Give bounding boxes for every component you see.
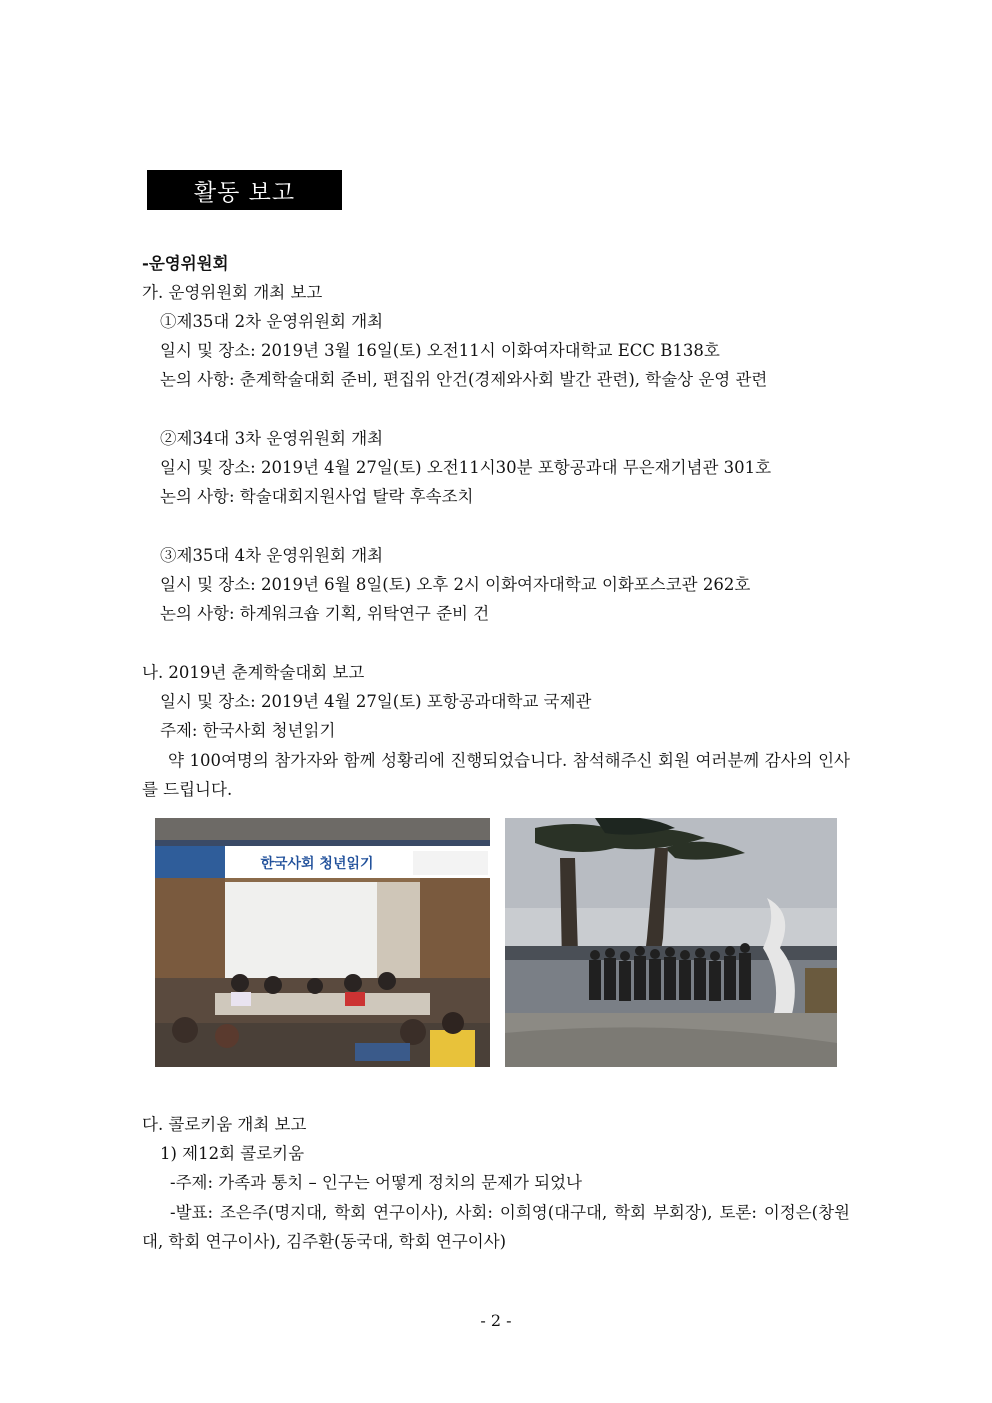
page-number: - 2 - xyxy=(480,1311,512,1330)
conference-photo xyxy=(155,818,490,1067)
meeting-1-agenda: 논의 사항: 춘계학술대회 준비, 편집위 안건(경제와사회 발간 관련), 학술상 운영 관련 xyxy=(160,370,768,389)
section-c-heading: 다. 콜로키움 개최 보고 xyxy=(142,1115,307,1134)
conference-topic: 주제: 한국사회 청년읽기 xyxy=(160,721,336,740)
group-photo xyxy=(505,818,837,1067)
meeting-3-agenda: 논의 사항: 하계워크숍 기획, 위탁연구 준비 건 xyxy=(160,604,490,623)
colloquium-topic: -주제: 가족과 통치 – 인구는 어떻게 정치의 문제가 되었나 xyxy=(170,1173,583,1192)
section-heading: -운영위원회 xyxy=(142,254,229,273)
conference-when-where: 일시 및 장소: 2019년 4월 27일(토) 포항공과대학교 국제관 xyxy=(160,692,592,711)
meeting-2-when-where: 일시 및 장소: 2019년 4월 27일(토) 오전11시30분 포항공과대 무은재기념관 301호 xyxy=(160,458,772,477)
banner-text: 한국사회 청년읽기 xyxy=(260,856,374,872)
page-title: 활동 보고 xyxy=(147,170,342,210)
conference-body: 약 100여명의 참가자와 함께 성황리에 진행되었습니다. 참석해주신 회원 여러분께 감사의 인사를 드립니다. xyxy=(142,751,850,799)
section-b-heading: 나. 2019년 춘계학술대회 보고 xyxy=(142,663,365,682)
meeting-2-agenda: 논의 사항: 학술대회지원사업 탈락 후속조치 xyxy=(160,487,474,506)
section-a-heading: 가. 운영위원회 개최 보고 xyxy=(142,283,323,302)
meeting-1-when-where: 일시 및 장소: 2019년 3월 16일(토) 오전11시 이화여자대학교 ECC B138호 xyxy=(160,341,720,360)
meeting-3-when-where: 일시 및 장소: 2019년 6월 8일(토) 오후 2시 이화여자대학교 이화포스코관 262호 xyxy=(160,575,751,594)
meeting-1-title: ①제35대 2차 운영위원회 개최 xyxy=(160,312,384,331)
colloquium-item: 1) 제12회 콜로키움 xyxy=(160,1144,305,1163)
colloquium-presenters: -발표: 조은주(명지대, 학회 연구이사), 사회: 이희영(대구대, 학회 부회장), 토론: 이정은(창원대, 학회 연구이사), 김주환(동국대, 학회 연구이사) xyxy=(142,1203,850,1251)
meeting-3-title: ③제35대 4차 운영위원회 개최 xyxy=(160,546,384,565)
meeting-2-title: ②제34대 3차 운영위원회 개최 xyxy=(160,429,384,448)
